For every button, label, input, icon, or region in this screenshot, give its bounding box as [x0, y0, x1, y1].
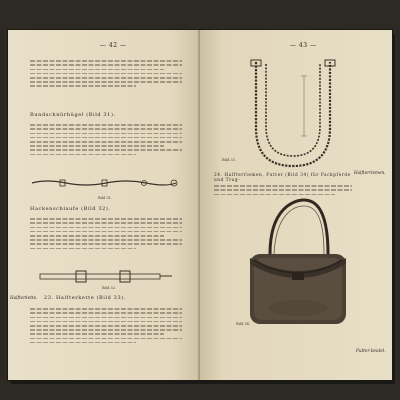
figure-31-caption: Bild 31. [98, 196, 113, 200]
margin-note-halfterriemen: Halfterriemen. [354, 170, 386, 175]
right-page [200, 30, 392, 380]
section-heading-hacken: Hackenschlaufe (Bild 32). [30, 206, 111, 212]
left-page [8, 30, 200, 380]
figure-34-feed-bag-illustration [232, 198, 352, 328]
left-text-top [30, 58, 182, 90]
page-number-right: — 43 — [290, 42, 317, 49]
figure-31-strap-illustration [26, 173, 186, 195]
left-text-hacken [30, 216, 182, 252]
margin-note-halfterkette: Halfterkette. [10, 295, 38, 300]
right-text-halfterriemen [214, 183, 352, 198]
section-heading-rundkoppel: Rundschnürbügel (Bild 31). [30, 112, 116, 118]
margin-note-futterbeutel: Futter-beutel. [356, 348, 386, 353]
figure-32-caption: Bild 32. [102, 286, 117, 290]
section-heading-halfterriemen: 24. Halfterriemen, Futter (Bild 34) für Packpferde und Trag- [214, 172, 351, 182]
figure-34-caption: Bild 34. [236, 322, 251, 326]
figure-32-buckle-strap-illustration [36, 268, 176, 286]
figure-33-caption: Bild 33. [222, 158, 237, 162]
page-number-left: — 42 — [100, 42, 127, 49]
left-text-halfter [30, 306, 182, 346]
left-text-rundkoppel [30, 122, 182, 158]
book-spread [8, 30, 392, 380]
figure-33-chain-illustration [238, 58, 358, 178]
section-heading-halfter: 23. Halfterkette (Bild 33). [44, 295, 126, 301]
